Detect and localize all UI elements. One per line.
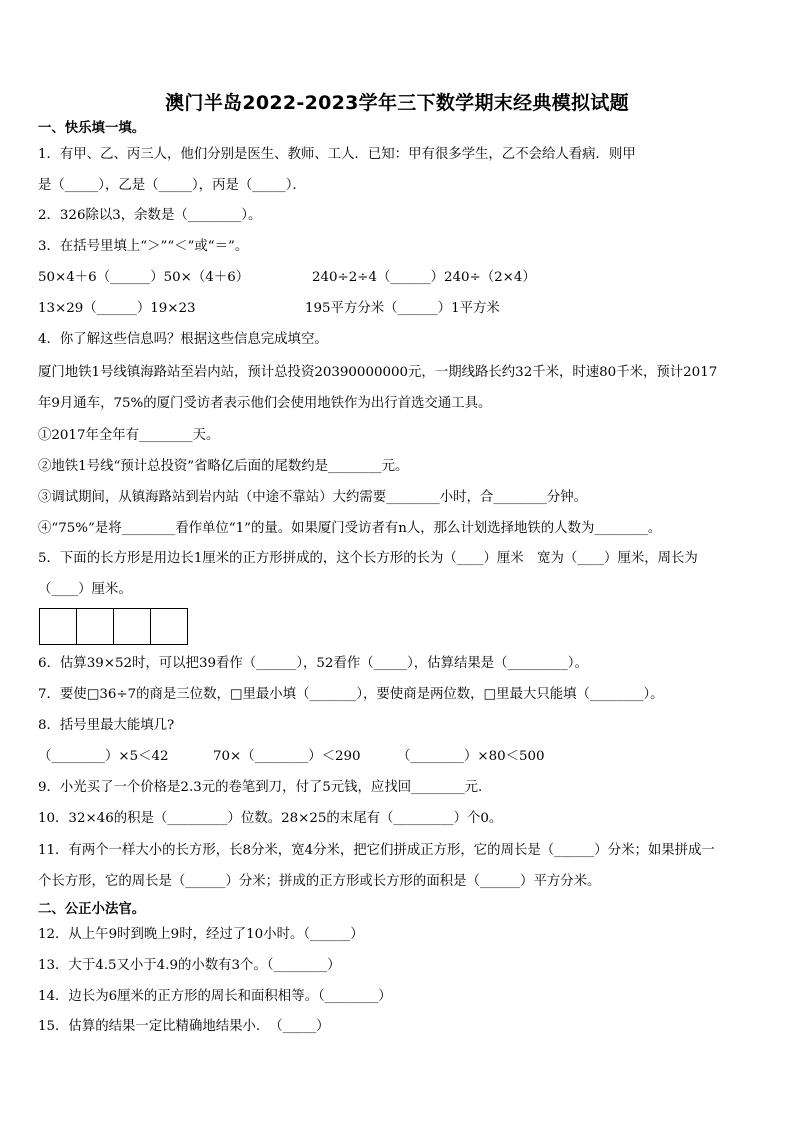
- question-4: 4．你了解这些信息吗？根据这些信息完成填空。: [38, 332, 328, 347]
- section-heading-true-false: 二、公正小法官。: [38, 901, 146, 917]
- question-13: 13．大于4.5又小于4.9的小数有3个。（________）: [38, 958, 341, 973]
- question-8: 8．括号里最大能填几?: [38, 718, 175, 733]
- question-3-item-3: 13×29（______）19×23: [38, 301, 196, 316]
- question-6: 6．估算39×52时，可以把39看作（______），52看作（_____），估算结果是（_________）。: [38, 656, 588, 671]
- question-4-part-1: ①2017年全年有________天。: [38, 428, 220, 443]
- question-14: 14．边长为6厘米的正方形的周长和面积相等。（________）: [38, 989, 392, 1004]
- unit-square: [40, 609, 77, 645]
- unit-square: [77, 609, 114, 645]
- question-5-line-2: （____）厘米。: [38, 582, 132, 597]
- question-3-item-1: 50×4＋6（______）50×（4＋6）: [38, 270, 250, 285]
- question-4-part-3: ③调试期间，从镇海路站到岩内站（中途不靠站）大约需要________小时，合________分钟。: [38, 490, 588, 505]
- question-8-item-3: （________）×80＜500: [397, 749, 545, 764]
- question-8-item-1: （________）×5＜42: [38, 749, 169, 764]
- question-8-item-2: 70×（________）＜290: [213, 749, 361, 764]
- question-3: 3．在括号里填上“＞”“＜”或“＝”。: [38, 239, 249, 254]
- question-3-item-2: 240÷2÷4（______）240÷（2×4）: [312, 270, 536, 285]
- unit-square: [151, 609, 188, 645]
- unit-square: [114, 609, 151, 645]
- question-7: 7．要使□36÷7的商是三位数，□里最小填（_______），要使商是两位数，□里最大只能填（________）。: [38, 687, 664, 702]
- question-4-info-line-1: 厦门地铁1号线镇海路站至岩内站，预计总投资20390000000元，一期线路长约32千米，时速80千米，预计2017: [38, 365, 718, 380]
- question-9: 9．小光买了一个价格是2.3元的卷笔到刀，付了5元钱，应找回________元.: [38, 780, 483, 795]
- question-5-line-1: 5．下面的长方形是用边长1厘米的正方形拼成的，这个长方形的长为（____）厘米 宽为（____）厘米，周长为: [38, 551, 698, 566]
- question-4-part-2: ②地铁1号线“预计总投资”省略亿后面的尾数约是________元。: [38, 459, 409, 474]
- question-1-line-1: 1．有甲、乙、丙三人，他们分别是医生、教师、工人．已知：甲有很多学生，乙不会给人看病．则甲: [38, 147, 636, 162]
- question-2: 2．326除以3，余数是（________）。: [38, 208, 262, 223]
- question-10: 10．32×46的积是（_________）位数。28×25的末尾有（_________）个0。: [38, 811, 503, 826]
- question-11-line-2: 个长方形，它的周长是（______）分米；拼成的正方形或长方形的面积是（______）平方分米。: [38, 874, 601, 889]
- question-4-info-line-2: 年9月通车，75%的厦门受访者表示他们会使用地铁作为出行首选交通工具。: [38, 396, 492, 411]
- page-title: 澳门半岛2022-2023学年三下数学期末经典模拟试题: [165, 92, 629, 114]
- question-11-line-1: 11．有两个一样大小的长方形，长8分米，宽4分米，把它们拼成正方形，它的周长是（______）分米；如果拼成一: [38, 843, 715, 858]
- question-4-part-4: ④“75%”是将________看作单位“1”的量。如果厦门受访者有n人，那么计划选择地铁的人数为________。: [38, 521, 662, 536]
- question-3-item-4: 195平方分米（______）1平方米: [305, 301, 500, 316]
- question-12: 12．从上午9时到晚上9时，经过了10小时。（______）: [38, 927, 364, 942]
- question-15: 15．估算的结果一定比精确地结果小． （_____）: [38, 1019, 330, 1034]
- question-1-line-2: 是（_____），乙是（_____），丙是（_____）．: [38, 178, 306, 193]
- section-heading-fill-in: 一、快乐填一填。: [38, 120, 146, 136]
- rectangle-of-unit-squares: [39, 608, 188, 645]
